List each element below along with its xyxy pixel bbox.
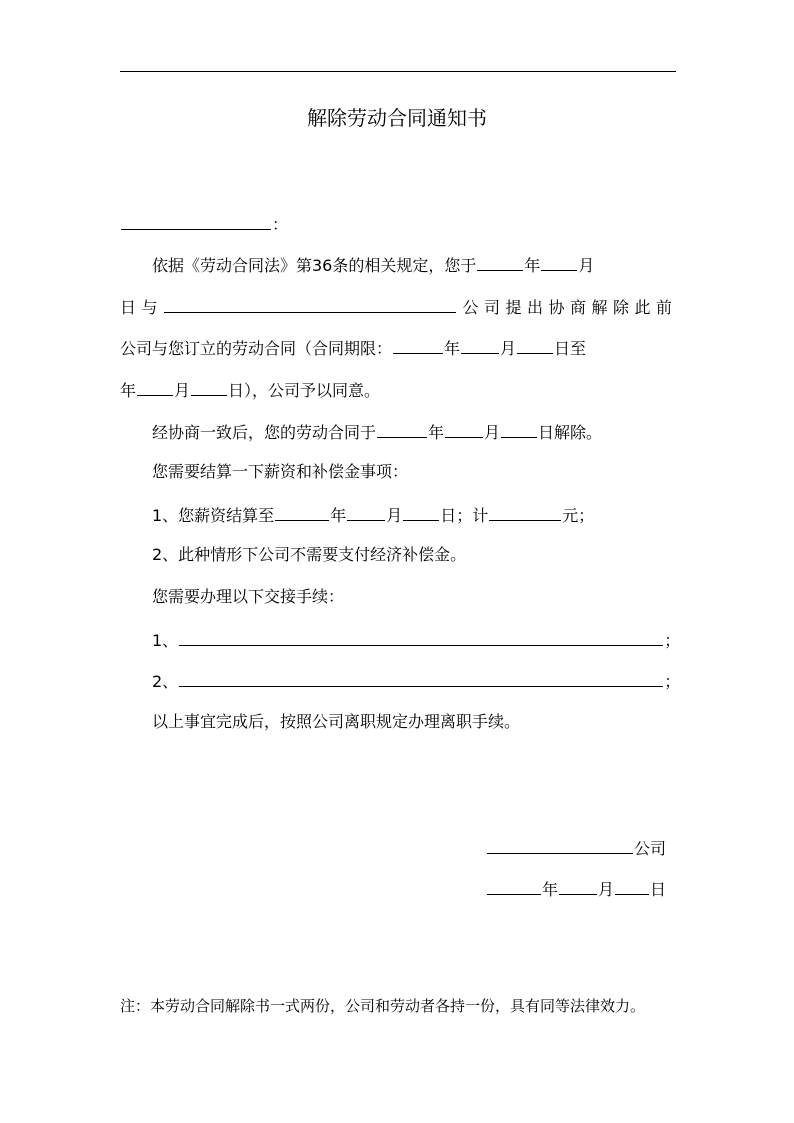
signature-company-line: 公司 [486,835,666,861]
settlement-month-blank [347,502,385,521]
paragraph-1-line-3: 公司与您订立的劳动合同（合同期限： 年 月 日至 [120,335,586,361]
paragraph-1-line-1: 依据《劳动合同法》第36条的相关规定，您于 年 月 [152,252,594,278]
document-title: 解除劳动合同通知书 [307,106,487,130]
amount-blank [489,502,561,521]
signature-company-blank [487,835,633,854]
settlement-item-1: 1、您薪资结算至 年 月 日；计 元； [152,502,594,528]
termination-month-blank [445,419,483,438]
term-end-month-blank [137,377,173,396]
footnote: 注：本劳动合同解除书一式两份，公司和劳动者各持一份，具有同等法律效力。 [120,997,646,1015]
company-name-blank [164,294,456,313]
handover-item-1: 1、 ； [152,627,680,653]
signature-date-line: 年 月 日 [486,876,666,902]
handover-1-blank [179,627,663,646]
term-start-day-blank [517,335,553,354]
signature-year-blank [487,876,541,895]
settlement-year-blank [275,502,329,521]
termination-day-blank [501,419,537,438]
paragraph-2: 经协商一致后，您的劳动合同于 年 月 日解除。 [152,419,602,445]
paragraph-1-line-4: 年 月 日），公司予以同意。 [120,377,380,403]
paragraph-5: 以上事宜完成后，按照公司离职规定办理离职手续。 [152,712,521,731]
handover-2-blank [179,668,663,687]
salutation-line: ： [120,211,288,237]
paragraph-1-line-2: 日与 公司提出协商解除此前 [120,294,672,320]
term-end-day-blank [191,377,227,396]
recipient-blank [121,211,271,230]
header-rule [120,71,676,72]
start-year-blank [477,252,523,271]
paragraph-3: 您需要结算一下薪资和补偿金事项： [152,462,409,481]
settlement-item-2: 2、此种情形下公司不需要支付经济补偿金。 [152,545,467,564]
settlement-day-blank [403,502,439,521]
term-start-year-blank [393,335,443,354]
signature-month-blank [559,876,597,895]
termination-year-blank [377,419,427,438]
paragraph-4: 您需要办理以下交接手续： [152,587,345,606]
signature-day-blank [615,876,649,895]
term-start-month-blank [461,335,499,354]
start-month-blank [541,252,577,271]
handover-item-2: 2、 ； [152,668,680,694]
